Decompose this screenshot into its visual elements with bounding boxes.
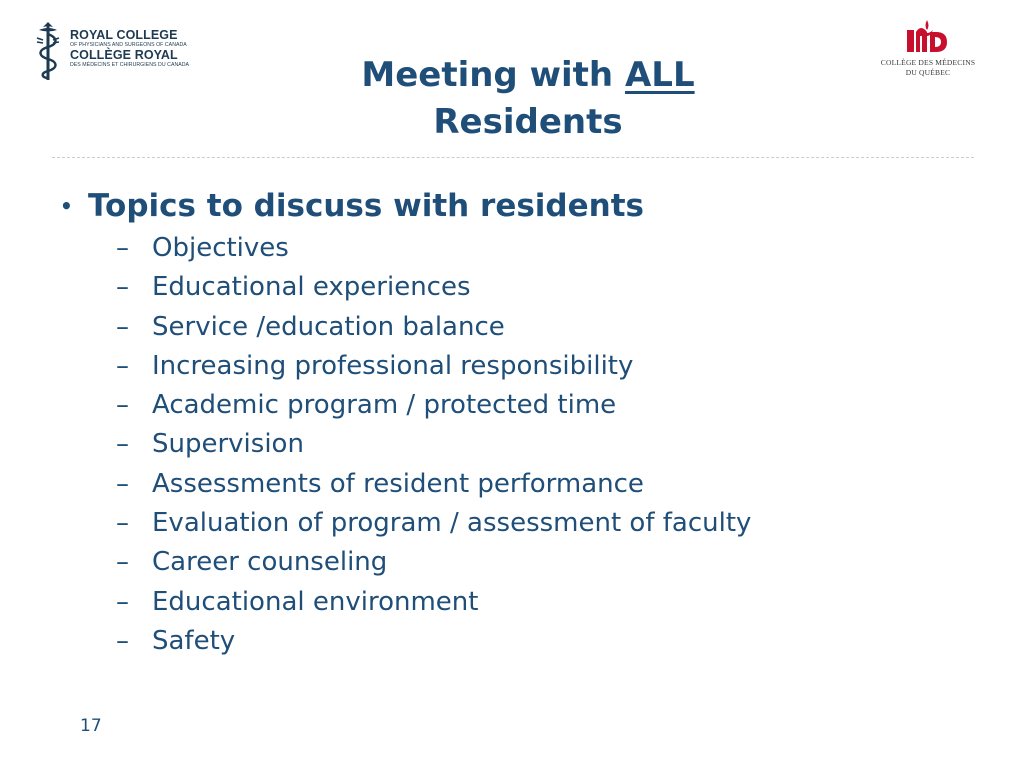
- list-item: [116, 425, 751, 464]
- title-emphasis: ALL: [624, 55, 695, 95]
- list-item-text: Increasing professional responsibility: [152, 350, 634, 381]
- slide-title: [262, 52, 794, 146]
- list-item-text: Objectives: [152, 233, 289, 263]
- cmq-emblem-icon: [903, 18, 951, 54]
- list-item-text: Assessments of resident performance: [152, 468, 644, 499]
- sub-bullet-list: [116, 229, 751, 661]
- list-item-text: Career counseling: [152, 547, 388, 578]
- dash-marker: –: [116, 508, 129, 539]
- list-item-text: Evaluation of program / assessment of faculty: [152, 508, 752, 539]
- dash-marker: –: [116, 625, 129, 656]
- dash-marker: –: [116, 272, 129, 303]
- list-item-text: Safety: [152, 625, 236, 656]
- cmq-name-line2: DU QUÉBEC: [905, 68, 951, 77]
- list-item-text: Supervision: [152, 429, 304, 460]
- title-text-part1: Meeting with: [361, 55, 625, 95]
- list-item: [116, 308, 751, 347]
- royal-college-subtitle: OF PHYSICIANS AND SURGEONS OF CANADA: [70, 42, 187, 48]
- title-divider: [52, 157, 974, 158]
- main-bullet: [60, 184, 644, 228]
- dash-marker: –: [116, 311, 129, 342]
- list-item: [116, 543, 751, 582]
- royal-college-logo: [34, 20, 194, 82]
- list-item: [116, 268, 751, 307]
- cmq-name: COLLÈGE DES MÉDECINS: [880, 58, 976, 67]
- bullet-heading: Topics to discuss with residents: [88, 188, 644, 224]
- list-item-text: Academic program / protected time: [152, 390, 617, 421]
- royal-college-name: ROYAL COLLEGE: [70, 28, 178, 42]
- page-number: 17: [80, 716, 102, 736]
- college-royal-name: COLLÈGE ROYAL: [70, 48, 178, 62]
- list-item-text: Educational experiences: [152, 272, 471, 303]
- list-item: [116, 465, 751, 504]
- list-item: [116, 622, 751, 661]
- dash-marker: –: [116, 468, 129, 499]
- list-item: [116, 504, 751, 543]
- dash-marker: –: [116, 547, 129, 578]
- dash-marker: –: [116, 233, 129, 263]
- list-item: [116, 229, 751, 268]
- list-item-text: Service /education balance: [152, 311, 505, 342]
- title-text-part2: Residents: [433, 102, 623, 142]
- dash-marker: –: [116, 586, 129, 617]
- list-item-text: Educational environment: [152, 586, 479, 617]
- bullet-marker: •: [60, 194, 73, 218]
- dash-marker: –: [116, 350, 129, 381]
- list-item: [116, 347, 751, 386]
- dash-marker: –: [116, 429, 129, 460]
- rod-of-asclepius-icon: [34, 20, 62, 82]
- list-item: [116, 386, 751, 425]
- list-item: [116, 583, 751, 622]
- cmq-logo: [870, 18, 986, 82]
- dash-marker: –: [116, 390, 129, 421]
- college-royal-subtitle: DES MÉDECINS ET CHIRURGIENS DU CANADA: [70, 62, 190, 68]
